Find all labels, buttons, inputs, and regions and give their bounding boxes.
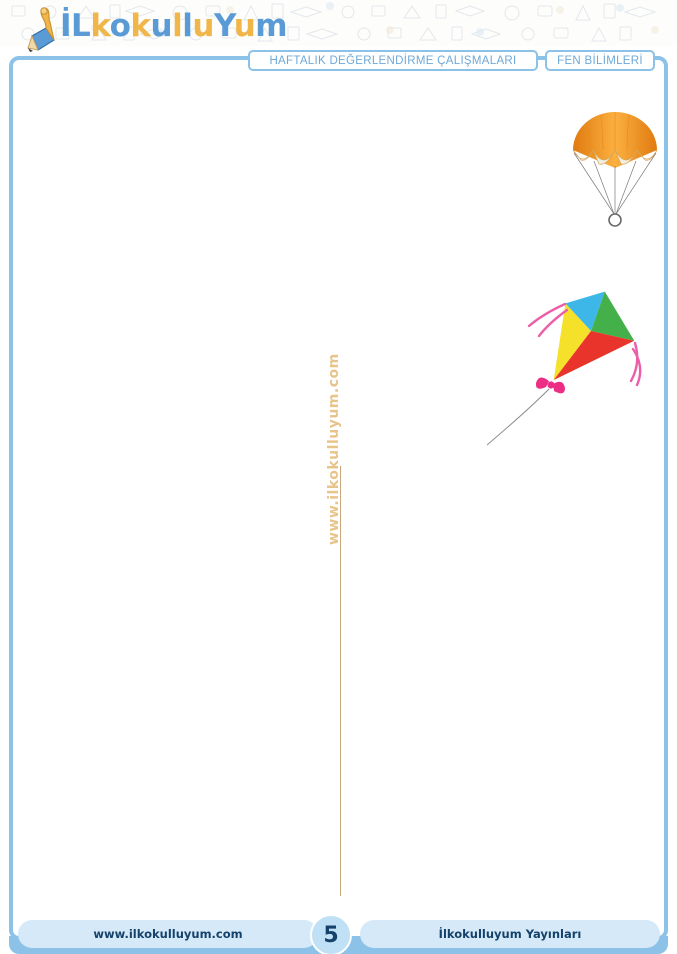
footer-website[interactable]: www.ilkokulluyum.com <box>18 920 318 948</box>
kite-illustration <box>487 285 667 455</box>
parachute-illustration <box>567 106 663 232</box>
site-logo <box>24 6 288 50</box>
pencil-icon <box>24 6 60 52</box>
page-footer <box>0 920 677 954</box>
header-tab-subject: FEN BİLİMLERİ <box>545 50 655 71</box>
header-tab-title: HAFTALIK DEĞERLENDİRME ÇALIŞMALARI <box>248 50 538 71</box>
logo-wordmark: İLkokulluYum <box>60 8 288 44</box>
page-number-badge: 5 <box>310 914 352 954</box>
watermark-text: www.ilkokulluyum.com <box>326 353 342 545</box>
footer-publisher: İlkokulluyum Yayınları <box>360 920 660 948</box>
